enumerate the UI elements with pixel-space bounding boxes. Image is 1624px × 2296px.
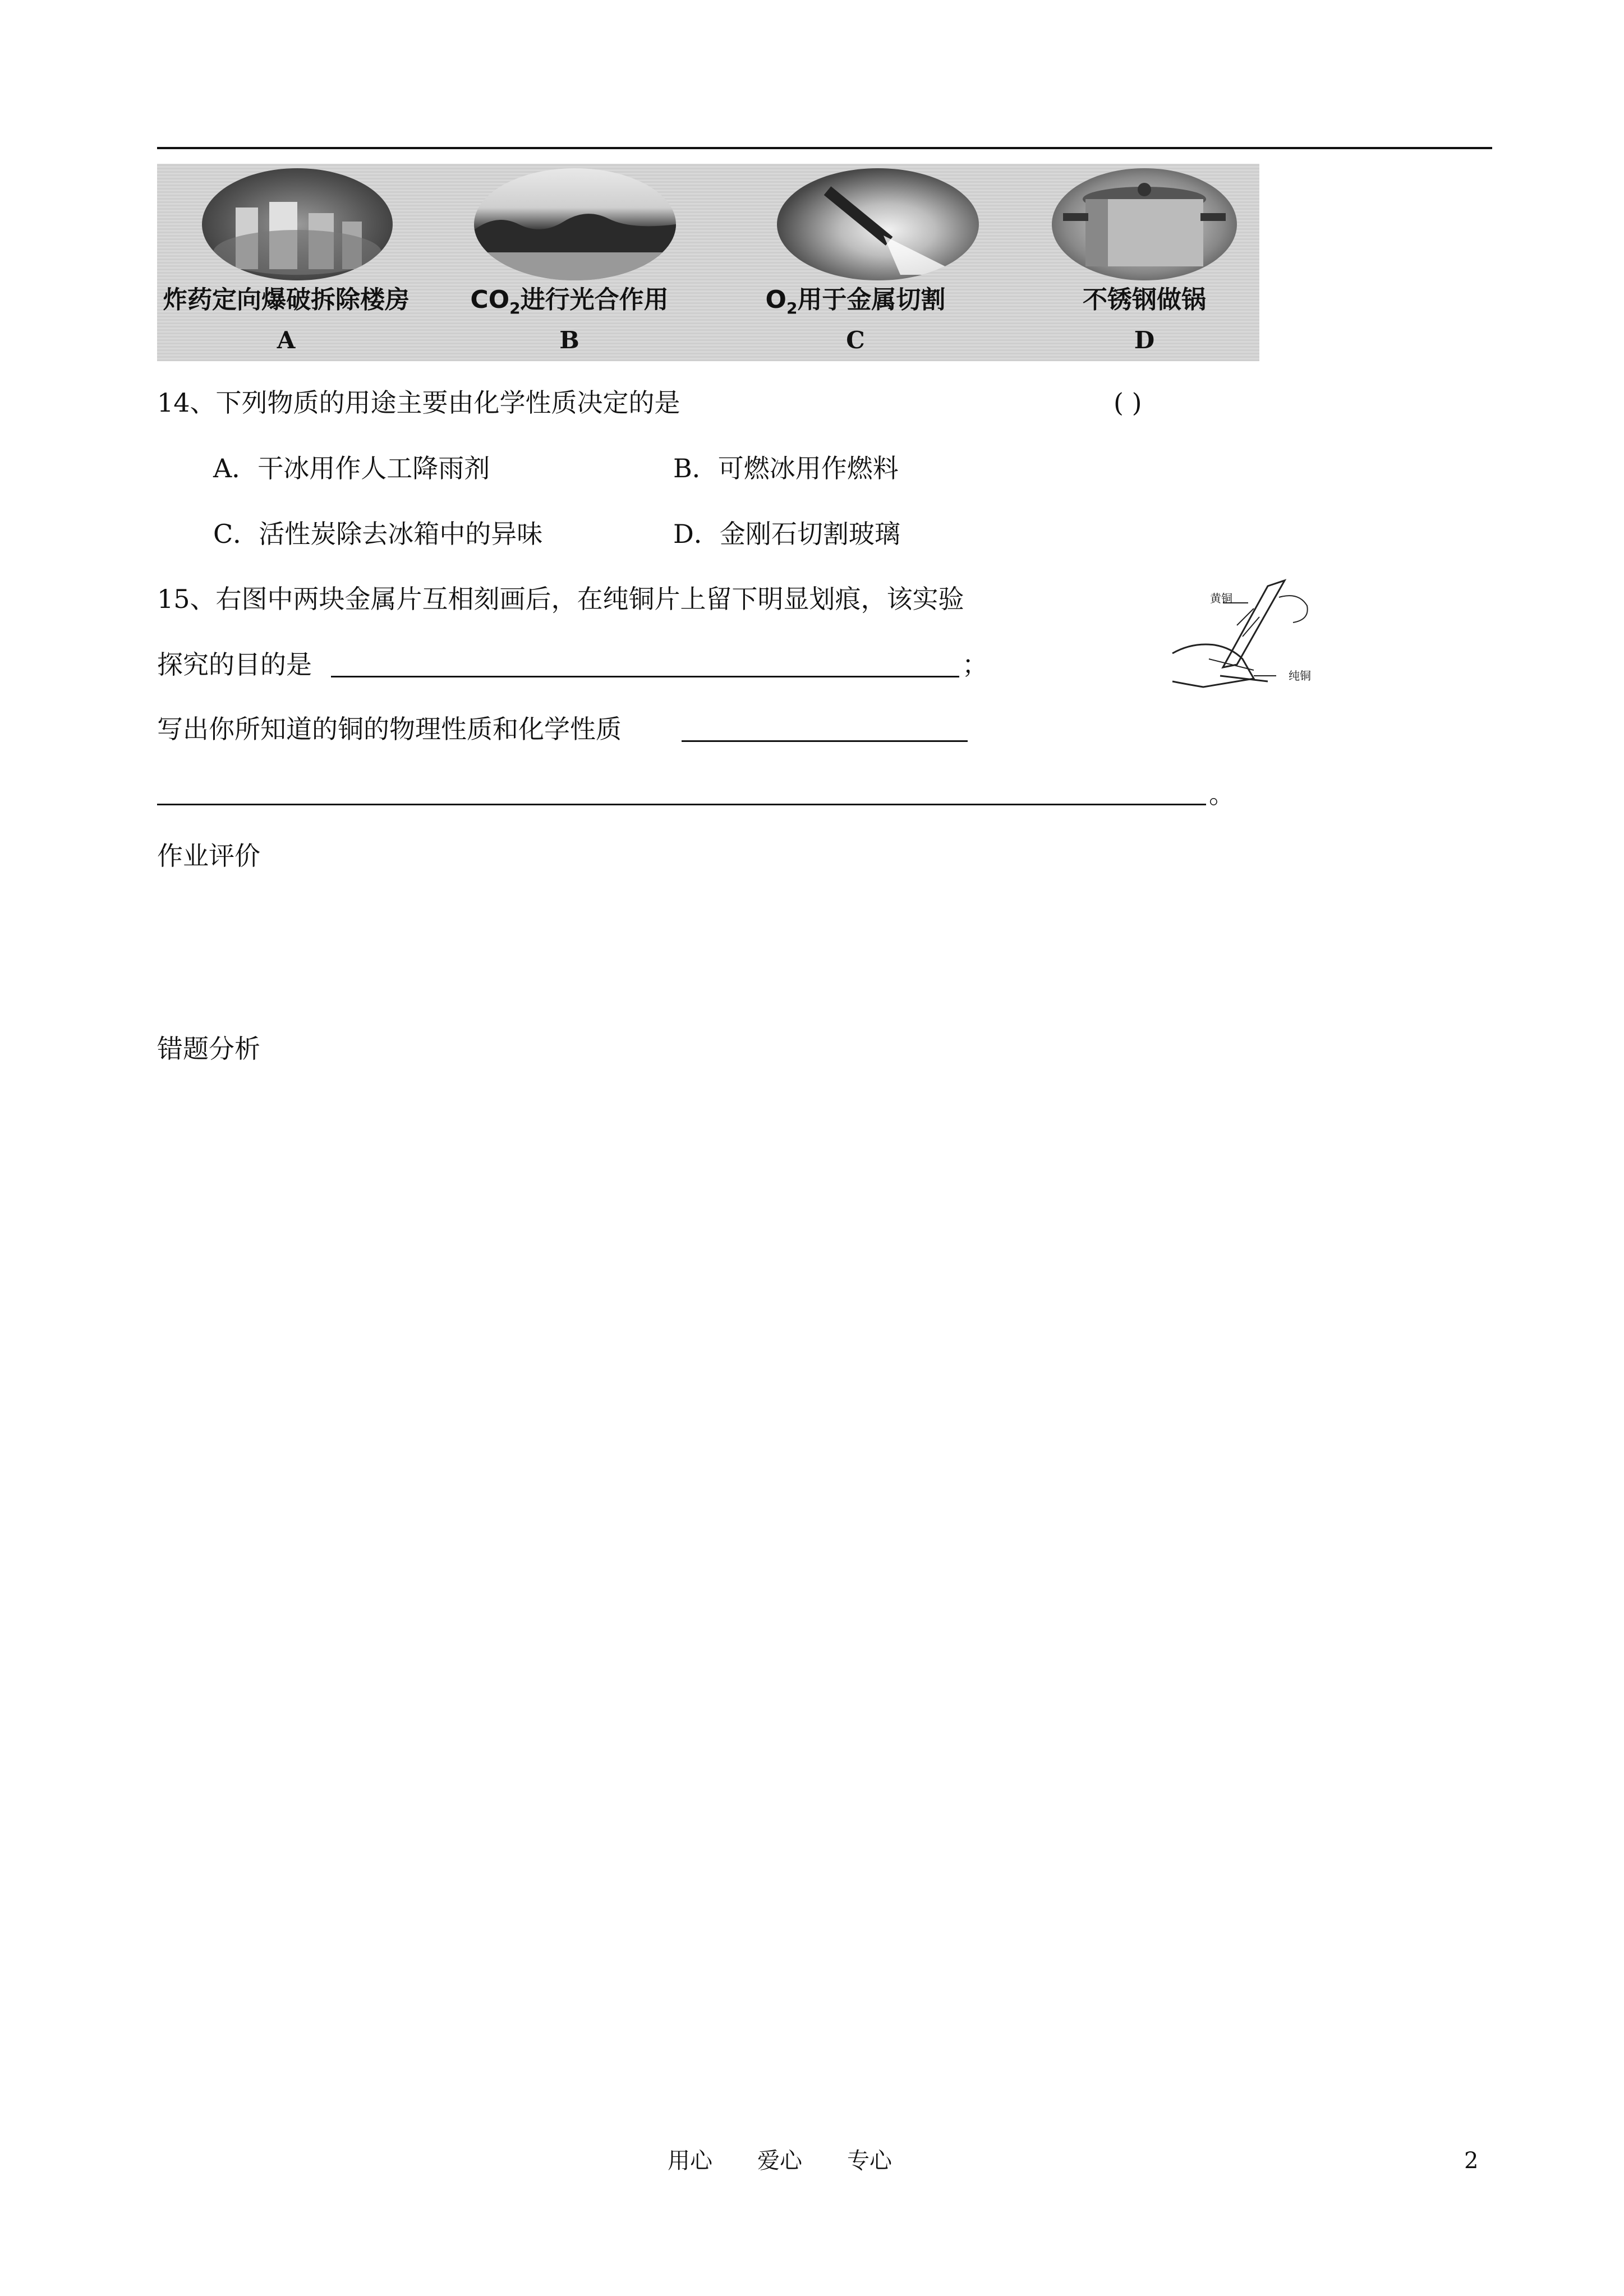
q15-purpose-end: ； [962, 649, 988, 680]
q15-properties-prompt: 写出你所知道的铜的物理性质和化学性质 [157, 714, 622, 744]
letter-a: A [277, 326, 296, 354]
q15-purpose-answer-line [331, 676, 959, 677]
metal-scratch-figure [1170, 575, 1327, 693]
q15-line1: 15、右图中两块金属片互相刻画后，在纯铜片上留下明显划痕，该实验 [157, 584, 964, 614]
q15-properties-answer-line-2 [157, 804, 1206, 805]
error-analysis-heading: 错题分析 [157, 1034, 260, 1064]
panel-b [449, 164, 690, 361]
letter-b: B [559, 326, 579, 354]
panel-d [1032, 164, 1257, 361]
q15-purpose-prompt: 探究的目的是 [157, 649, 312, 680]
letter-d: D [1134, 326, 1155, 354]
brass-label: 黄铜 [1210, 592, 1232, 605]
header-rule [157, 147, 1492, 149]
letter-c: C [846, 326, 865, 354]
q14-option-d: D．金刚石切割玻璃 [673, 519, 900, 549]
q14-answer-bracket: ( ) [1114, 388, 1142, 418]
homework-evaluation-heading: 作业评价 [157, 841, 260, 871]
q15-properties-answer-line-1 [682, 740, 968, 742]
q14-stem: 14、下列物质的用途主要由化学性质决定的是 [157, 388, 680, 418]
page-number: 2 [1464, 2148, 1479, 2174]
caption-a: 炸药定向爆破拆除楼房 [163, 285, 410, 314]
q14-option-a: A．干冰用作人工降雨剂 [213, 453, 490, 483]
caption-d: 不锈钢做锅 [1083, 285, 1206, 314]
panel-a [157, 164, 415, 361]
q14-option-c: C．活性炭除去冰箱中的异味 [213, 519, 543, 549]
panel-c [724, 164, 987, 361]
q14-option-b: B．可燃冰用作燃料 [673, 453, 899, 483]
footer-motto: 用心 爱心 专心 [668, 2148, 892, 2174]
caption-c: $O_2$用于金属切割 [765, 285, 946, 317]
metal-cutting-photo [777, 168, 979, 280]
q15-properties-end: 。 [1209, 779, 1235, 809]
usage-photo-strip [157, 164, 1259, 361]
stainless-pot-photo [1052, 168, 1237, 280]
demolition-photo [202, 168, 393, 280]
forest-photo [474, 168, 676, 280]
pure-copper-label: 纯铜 [1289, 669, 1311, 683]
caption-b: $CO_2$进行光合作用 [470, 285, 669, 317]
